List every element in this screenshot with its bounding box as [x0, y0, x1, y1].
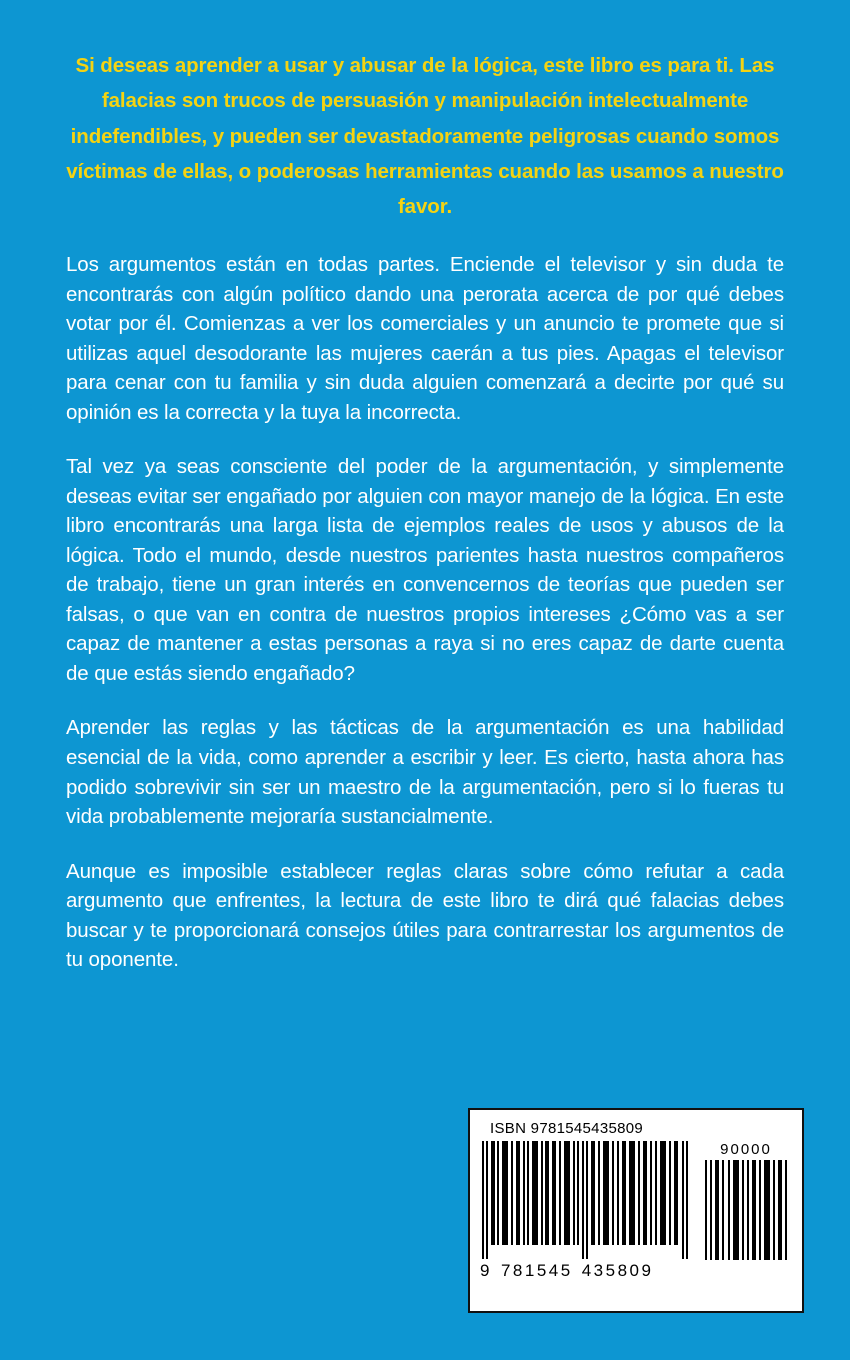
- ean5-addon-barcode: [702, 1141, 790, 1260]
- isbn-label: ISBN 9781545435809: [490, 1120, 644, 1137]
- blurb-paragraph: Si deseas aprender a usar y abusar de la lógica, este libro es para ti. Las falacias son trucos de persuasión y manipulación intelectualmente indefendibles, y pueden ser devastadoramente peligrosas cuando somos víctimas de ellas, o poderosas herramientas cuando las usamos a nuestro favor.: [66, 54, 784, 218]
- ean13-left-group: 781545: [500, 1261, 573, 1280]
- barcode-codes-row: [480, 1141, 792, 1281]
- ean13-barcode: [480, 1141, 694, 1281]
- barcode-block: [468, 1108, 804, 1313]
- body-paragraph-1: Los argumentos están en todas partes. Enciende el televisor y sin duda te encontrarás con algún político dando una perorata acerca de por qué debes votar por él. Comienzas a ver los comerciales y un anuncio te promete que si utilizas aquel desodorante las mujeres caerán a tus pies. Apagas el televisor para cenar con tu familia y sin duda alguien comenzará a decirte por qué su opinión es la correcta y la tuya la incorrecta.: [66, 253, 784, 424]
- ean13-right-group: 435809: [581, 1261, 654, 1280]
- ean13-bars-svg: [480, 1141, 694, 1259]
- ean13-digits: [480, 1261, 694, 1281]
- ean5-addon-digits: 90000: [720, 1141, 772, 1158]
- body-paragraph-3: Aprender las reglas y las tácticas de la argumentación es una habilidad esencial de la vida, como aprender a escribir y leer. Es cierto, hasta ahora has podido sobrevivir sin ser un maestro de la argumentación, pero si lo fueras tu vida probablemente mejoraría sustancialmente.: [66, 716, 784, 829]
- ean5-addon-bars-svg: [702, 1160, 790, 1260]
- body-paragraph-4: Aunque es imposible establecer reglas claras sobre cómo refutar a cada argumento que enfrentes, la lectura de este libro te dirá qué falacias debes buscar y te proporcionará consejos útiles para contrarrestar los argumentos de tu oponente.: [66, 859, 784, 972]
- body-paragraph-2: Tal vez ya seas consciente del poder de la argumentación, y simplemente deseas evitar ser engañado por alguien con mayor manejo de la lógica. En este libro encontrarás una larga lista de ejemplos reales de usos y abusos de la lógica. Todo el mundo, desde nuestros parientes hasta nuestros compañeros de trabajo, tiene un gran interés en convencernos de teorías que pueden ser falsas, o que van en contra de nuestros propios intereses ¿Cómo vas a ser capaz de mantener a estas personas a raya si no eres capaz de darte cuenta de que estás siendo engañado?: [66, 455, 784, 685]
- ean13-lead-digit: 9: [480, 1261, 492, 1280]
